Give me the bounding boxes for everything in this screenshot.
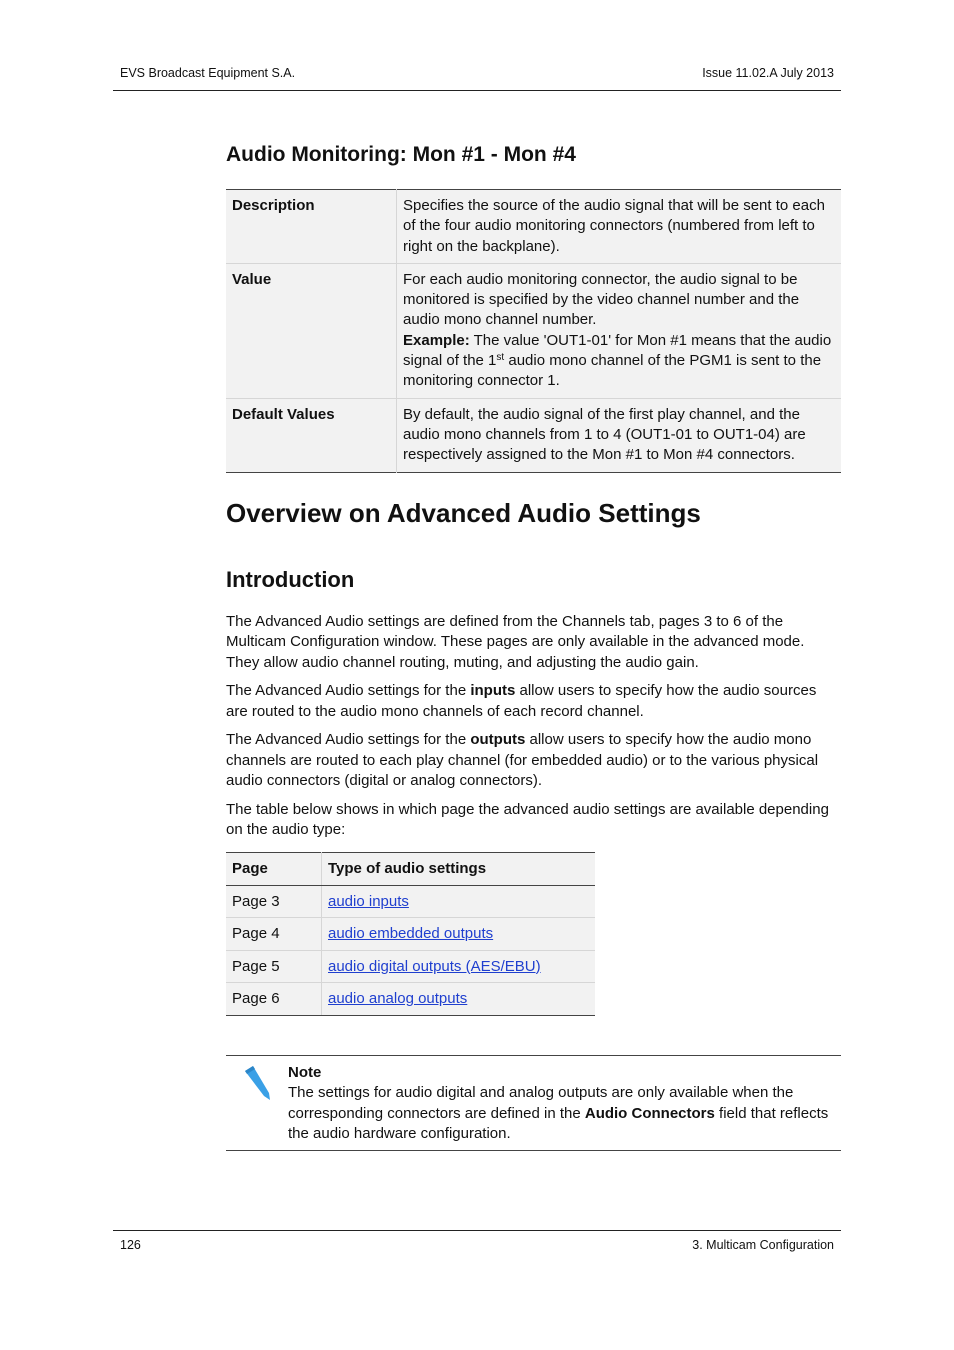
paragraph: The table below shows in which page the advanced audio settings are available depending on the audio type:: [226, 800, 829, 839]
paragraph-text: The Advanced Audio settings for the: [226, 731, 471, 749]
page-header: [113, 66, 841, 91]
main-heading: Overview on Advanced Audio Settings: [226, 498, 701, 528]
pages-table: [226, 852, 595, 1016]
paragraph-text: allow users to specify how the audio sources are routed to the audio mono channels of each record channel.: [226, 682, 817, 720]
value-text: For each audio monitoring connector, the audio signal to be monitored is specified by the video channel number and the audio mono channel number.: [403, 270, 800, 329]
pen-icon: [242, 1063, 272, 1103]
introduction-body: [226, 612, 841, 849]
type-cell: [322, 885, 596, 918]
table-row: [226, 950, 595, 983]
link-audio-embedded-outputs[interactable]: audio embedded outputs: [328, 925, 494, 943]
paragraph-bold: outputs: [470, 731, 526, 749]
paragraph: [226, 730, 841, 791]
page-cell: Page 3: [226, 885, 322, 918]
note-text-c: field that reflects the audio hardware configuration.: [288, 1104, 829, 1142]
row-key: Value: [226, 263, 397, 398]
type-cell: [322, 950, 596, 983]
link-audio-inputs[interactable]: audio inputs: [328, 892, 409, 910]
paragraph-text: The Advanced Audio settings for the: [226, 682, 471, 700]
footer-chapter: 3. Multicam Configuration: [692, 1238, 834, 1252]
header-company: EVS Broadcast Equipment S.A.: [120, 66, 296, 80]
example-text-b: audio mono channel of the PGM1 is sent to the monitoring connector 1.: [403, 352, 822, 390]
monitoring-table: [226, 189, 841, 473]
row-value: [397, 263, 842, 398]
header-issue: Issue 11.02.A July 2013: [702, 66, 834, 80]
table-row: [226, 885, 595, 918]
note-bold: Audio Connectors: [584, 1104, 715, 1122]
note-title: Note: [288, 1064, 322, 1081]
note-box: [226, 1055, 841, 1151]
link-audio-digital-outputs[interactable]: audio digital outputs (AES/EBU): [328, 957, 541, 975]
table-row: [226, 983, 595, 1016]
section-title-monitoring: Audio Monitoring: Mon #1 - Mon #4: [226, 143, 576, 166]
table-row: [226, 263, 841, 398]
paragraph-bold: inputs: [470, 682, 516, 700]
row-value: Specifies the source of the audio signal that will be sent to each of the four audio monitoring connectors (numbered from left to right on the backplane).: [397, 190, 842, 264]
row-key: Description: [226, 190, 397, 264]
row-key: Default Values: [226, 398, 397, 472]
page-footer: [113, 1230, 841, 1252]
type-cell: [322, 918, 596, 951]
example-label: Example:: [403, 331, 470, 349]
column-header-page: Page: [226, 853, 322, 886]
link-audio-analog-outputs[interactable]: audio analog outputs: [328, 990, 468, 1008]
paragraph-text: allow users to specify how the audio mono channels are routed to each play channel (for embedded audio) or to the various physical audio connectors (digital or analog connectors).: [226, 731, 819, 790]
table-header-row: [226, 853, 595, 886]
example-text-a: The value 'OUT1-01' for Mon #1 means that the audio signal of the 1: [403, 331, 832, 370]
table-row: [226, 190, 841, 264]
page-cell: Page 5: [226, 950, 322, 983]
paragraph: [226, 681, 841, 722]
paragraph: The Advanced Audio settings are defined from the Channels tab, pages 3 to 6 of the Multicam Configuration window. These pages are only available in the advanced mode. They allow audio channel routing, muting, and adjusting the audio gain.: [226, 613, 805, 671]
example-sup: st: [496, 352, 505, 364]
type-cell: [322, 983, 596, 1016]
page-cell: Page 6: [226, 983, 322, 1016]
row-value: By default, the audio signal of the first play channel, and the audio mono channels from 1 to 4 (OUT1-01 to OUT1-04) are respectively assigned to the Mon #1 to Mon #4 connectors.: [397, 398, 842, 472]
note-text: [288, 1083, 838, 1144]
table-row: [226, 918, 595, 951]
note-text-a: The settings for audio digital and analog outputs are only available when the corresponding connectors are defined in the: [288, 1084, 794, 1122]
page-cell: Page 4: [226, 918, 322, 951]
page-number: 126: [120, 1238, 141, 1252]
note-content: [288, 1063, 838, 1144]
table-row: [226, 398, 841, 472]
column-header-type: Type of audio settings: [322, 853, 596, 886]
introduction-heading: Introduction: [226, 567, 355, 592]
